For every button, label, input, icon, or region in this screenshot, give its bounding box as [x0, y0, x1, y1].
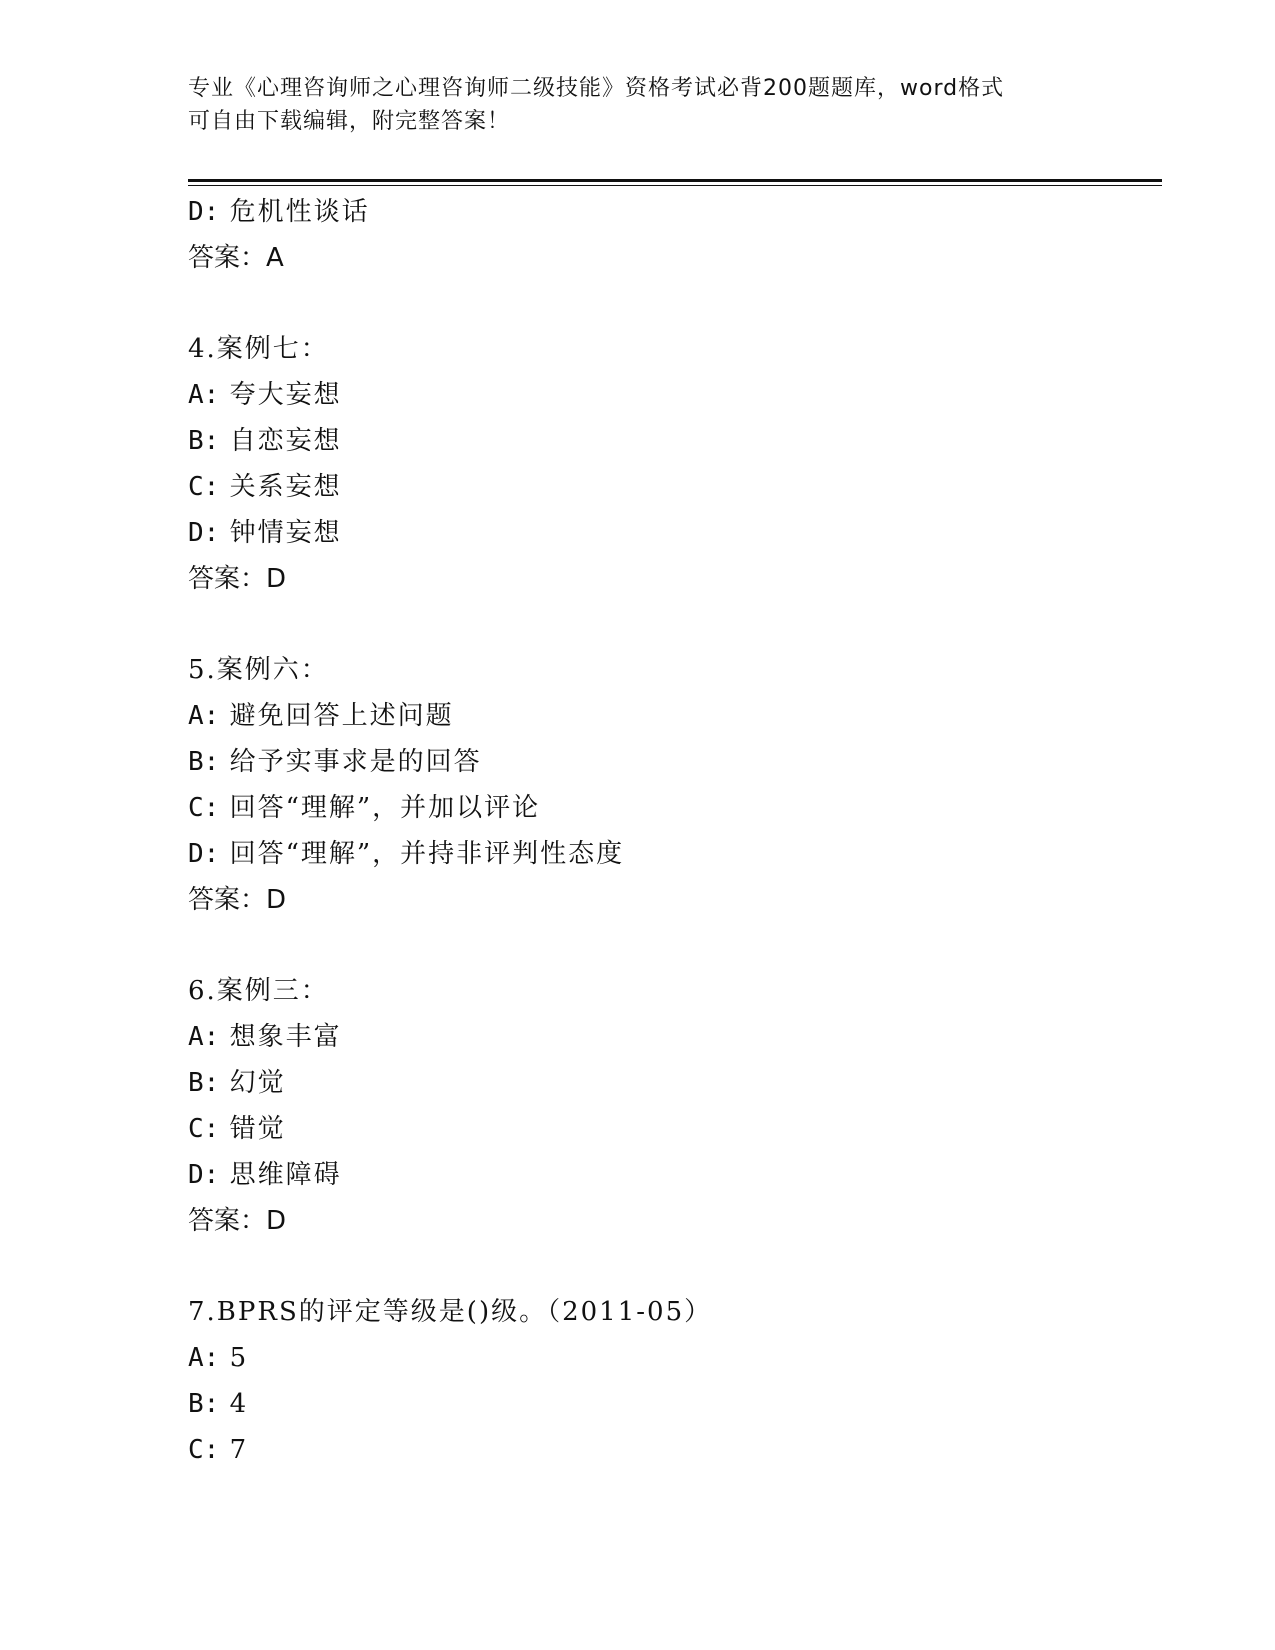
- option-text: 自恋妄想: [229, 426, 342, 456]
- question-block: [188, 647, 1162, 968]
- question-block: [188, 326, 1162, 647]
- header-line-2: 可自由下载编辑，附完整答案！: [188, 109, 511, 134]
- option-text: 5: [229, 1343, 249, 1373]
- answer-option: [188, 372, 1162, 418]
- header-divider-thick: [188, 179, 1162, 182]
- answer-option: [188, 418, 1162, 464]
- answer-option: [188, 1427, 1162, 1473]
- answer-option: [188, 464, 1162, 510]
- option-text: 回答“理解”，并加以评论: [229, 793, 541, 823]
- header-line-1: 专业《心理咨询师之心理咨询师二级技能》资格考试必背200题题库，word格式: [188, 76, 1005, 101]
- option-text: 幻觉: [229, 1068, 286, 1098]
- option-key: C:: [188, 472, 220, 502]
- answer-line: 答案：D: [188, 885, 287, 915]
- option-key: A:: [188, 1022, 220, 1052]
- option-key: D:: [188, 1160, 220, 1190]
- option-key: A:: [188, 701, 220, 731]
- question-stem: 5.案例六：: [188, 655, 329, 685]
- answer-option: [188, 739, 1162, 785]
- block-spacer: [188, 923, 1162, 968]
- header-divider-thin: [188, 185, 1162, 186]
- document-header: [188, 72, 1068, 138]
- option-key: C:: [188, 1435, 220, 1465]
- option-key: C:: [188, 1114, 220, 1144]
- option-key: B:: [188, 426, 220, 456]
- option-text: 夸大妄想: [229, 380, 342, 410]
- answer-option: [188, 189, 1162, 235]
- answer-option: [188, 1335, 1162, 1381]
- option-key: D:: [188, 839, 220, 869]
- answer-option: [188, 693, 1162, 739]
- answer-option: [188, 831, 1162, 877]
- question-stem: 4.案例七：: [188, 334, 329, 364]
- answer-line: 答案：D: [188, 1206, 287, 1236]
- option-text: 避免回答上述问题: [229, 701, 454, 731]
- answer-line: 答案：A: [188, 243, 284, 273]
- option-text: 钟情妄想: [229, 518, 342, 548]
- answer-option: [188, 1014, 1162, 1060]
- option-text: 思维障碍: [229, 1160, 342, 1190]
- option-text: 想象丰富: [229, 1022, 342, 1052]
- answer-option: [188, 510, 1162, 556]
- answer-option: [188, 1060, 1162, 1106]
- option-key: C:: [188, 793, 220, 823]
- question-stem: 6.案例三：: [188, 976, 329, 1006]
- option-key: B:: [188, 1389, 220, 1419]
- option-key: A:: [188, 1343, 220, 1373]
- option-text: 4: [229, 1389, 249, 1419]
- option-key: A:: [188, 380, 220, 410]
- option-text: 回答“理解”，并持非评判性态度: [229, 839, 625, 869]
- option-text: 错觉: [229, 1114, 286, 1144]
- block-spacer: [188, 281, 1162, 326]
- answer-option: [188, 1152, 1162, 1198]
- option-key: B:: [188, 1068, 220, 1098]
- question-block: [188, 1289, 1162, 1473]
- option-key: B:: [188, 747, 220, 777]
- question-block: [188, 968, 1162, 1289]
- answer-option: [188, 1381, 1162, 1427]
- option-text: 7: [229, 1435, 249, 1465]
- answer-line: 答案：D: [188, 564, 287, 594]
- block-spacer: [188, 602, 1162, 647]
- question-block: [188, 189, 1162, 326]
- option-text: 危机性谈话: [229, 197, 370, 227]
- question-stem: 7.BPRS的评定等级是()级。（2011-05）: [188, 1297, 713, 1327]
- block-spacer: [188, 1244, 1162, 1289]
- option-key: D:: [188, 518, 220, 548]
- answer-option: [188, 1106, 1162, 1152]
- question-list: [188, 189, 1162, 1473]
- answer-option: [188, 785, 1162, 831]
- option-text: 给予实事求是的回答: [229, 747, 482, 777]
- option-key: D:: [188, 197, 220, 227]
- option-text: 关系妄想: [229, 472, 342, 502]
